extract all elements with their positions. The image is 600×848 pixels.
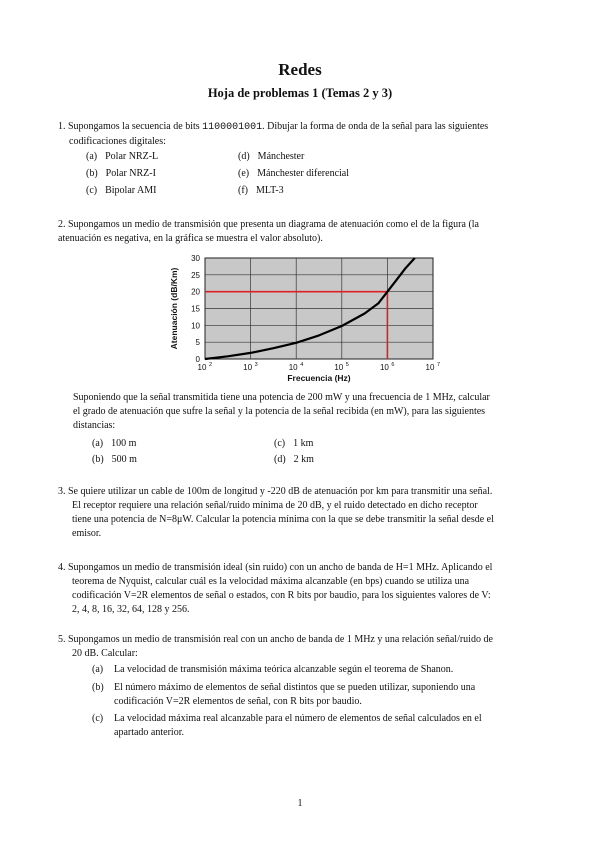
- problem-1-line2: codificaciones digitales:: [69, 136, 166, 147]
- problem-2-line2: atenuación es negativa, en la gráfica se muestra el valor absoluto).: [58, 233, 323, 244]
- option-b: (b) 500 m: [92, 454, 137, 465]
- y-axis-label: Atenuación (dB/Km): [169, 267, 179, 350]
- problem-5-item-b: (b) El número máximo de elementos de señal distintos que se pueden utilizar, suponiendo una codificación V=2R elementos de señal, con R bits por baudio.: [92, 682, 476, 707]
- problem-5-item-c: (c) La velocidad máxima real alcanzable para el número de elementos de señal calculados en el apartado anterior.: [92, 713, 482, 738]
- option-d: (d) Mánchester: [238, 151, 305, 162]
- problem-4-line4: 2, 4, 8, 16, 32, 64, 128 y 256.: [72, 604, 190, 615]
- problem-5-line1: 5. Supongamos un medio de transmisión real con un ancho de banda de 1 MHz y una relación señal/ruido de: [58, 634, 493, 645]
- problem-2: [58, 218, 558, 246]
- x-tick-exponent: 6: [391, 362, 395, 368]
- x-tick-label: 10: [243, 363, 253, 372]
- problem-4: [58, 561, 558, 617]
- page-title: Redes: [278, 60, 322, 79]
- y-tick-label: 5: [195, 338, 200, 348]
- x-tick-exponent: 5: [345, 362, 349, 368]
- x-tick-label: 10: [379, 363, 389, 372]
- problem-2-after-line3: distancias:: [73, 420, 116, 431]
- y-tick-label: 20: [191, 287, 200, 297]
- problem-1-lead: 1. Supongamos la secuencia de bits: [58, 121, 203, 132]
- x-tick-label: 10: [288, 363, 298, 372]
- x-tick-label: 10: [197, 363, 207, 372]
- x-tick-exponent: 7: [437, 362, 441, 368]
- problem-2-after-line2: el grado de atenuación que sufre la señal y la potencia de la señal recibida (en mW), para las siguientes: [73, 406, 486, 417]
- option-c: (c) 1 km: [274, 438, 314, 449]
- y-tick-label: 10: [191, 321, 200, 331]
- problem-3-line2: El receptor requiere una relación señal/ruido mínima de 20 dB, y el ruido detectado en dicho receptor: [72, 500, 478, 511]
- option-e: (e) Mánchester diferencial: [238, 168, 350, 179]
- problem-5: [58, 633, 558, 661]
- y-tick-label: 15: [191, 304, 200, 314]
- option-c: (c) Bipolar AMI: [86, 185, 157, 196]
- problem-4-line1: 4. Supongamos un medio de transmisión ideal (sin ruido) con un ancho de banda de H=1 MHz. Aplicando el: [58, 562, 493, 573]
- option-a: (a) 100 m: [92, 438, 137, 449]
- page-subtitle: Hoja de problemas 1 (Temas 2 y 3): [207, 86, 393, 100]
- problem-3-line3: tiene una potencia de N=8μW. Calcular la potencia mínima con la que se debe transmitir la señal desde el: [72, 514, 494, 525]
- x-tick-exponent: 4: [300, 362, 304, 368]
- option-a: (a) Polar NRZ-L: [86, 151, 159, 162]
- page-number: 1: [297, 798, 303, 809]
- x-tick-exponent: 3: [254, 362, 258, 368]
- x-tick-label: 10: [334, 363, 344, 372]
- x-tick-label: 10: [425, 363, 435, 372]
- option-d: (d) 2 km: [274, 454, 314, 465]
- bit-sequence: 1100001001: [202, 122, 263, 133]
- x-tick-exponent: 2: [209, 362, 213, 368]
- problem-3-line4: emisor.: [72, 528, 102, 539]
- attenuation-chart: [165, 248, 455, 388]
- problem-1-tail: . Dibujar la forma de onda de la señal para las siguientes: [262, 121, 489, 132]
- problem-3: [58, 485, 558, 541]
- problem-5-item-a: (a) La velocidad de transmisión máxima teórica alcanzable según el teorema de Shanon.: [92, 664, 454, 675]
- problem-4-line3: codificación V=2R elementos de señal o estados, con R bits por baudio, para los siguientes valores de V:: [72, 590, 491, 601]
- y-tick-label: 0: [195, 355, 200, 364]
- problem-1: [58, 120, 558, 149]
- y-tick-label: 25: [191, 270, 200, 280]
- problem-4-line2: teorema de Nyquist, calcular cuál es la velocidad máxima alcanzable (en bps) cuando se utiliza una: [72, 576, 470, 587]
- problem-5-line2: 20 dB. Calcular:: [72, 648, 138, 659]
- option-b: (b) Polar NRZ-I: [86, 168, 156, 179]
- problem-2-after-line1: Suponiendo que la señal transmitida tiene una potencia de 200 mW y una frecuencia de 1 MHz, calcular: [73, 392, 490, 403]
- x-axis-label: Frecuencia (Hz): [287, 373, 351, 383]
- y-tick-label: 30: [191, 254, 200, 263]
- problem-2-after: [73, 391, 553, 433]
- problem-3-line1: 3. Se quiere utilizar un cable de 100m de longitud y -220 dB de atenuación por km para transmitir una señal.: [58, 486, 493, 497]
- option-f: (f) MLT-3: [238, 185, 284, 196]
- problem-2-line1: 2. Supongamos un medio de transmisión que presenta un diagrama de atenuación como el de la figura (la: [58, 219, 479, 230]
